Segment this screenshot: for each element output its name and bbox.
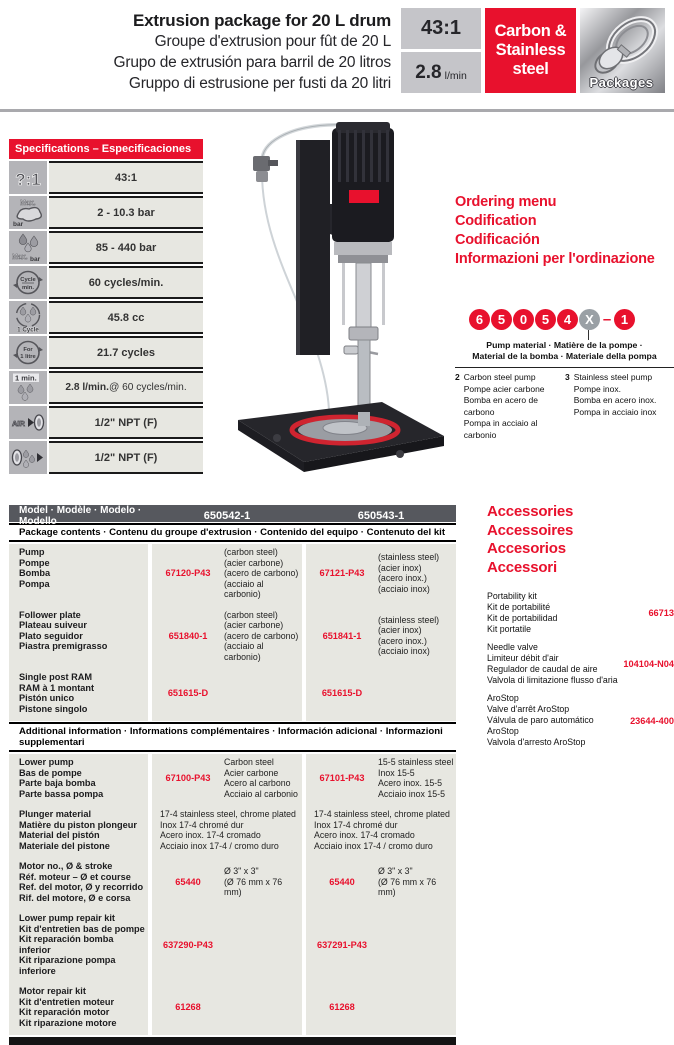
part-number: 61268 — [329, 1002, 355, 1012]
table-row-plunger-material: Plunger material Matière du piston plongeur Material del pistón Materiale del pistone 17-4 stainless steel, chrome plated Inox 17-4 chromé dur Acero inox. 17-4 cromado Acciaio inox 17-4 / cromo duro 17-4 stainless steel, chrome plated Inox 17-4 chromé dur Acero inox. 17-4 cromado Acciaio inox 17-4 / cromo duro — [9, 806, 456, 858]
model-table-header — [9, 505, 456, 527]
flow-badge — [401, 52, 481, 93]
accessories-heading-en: Accessories — [487, 503, 574, 520]
flow-badge-unit: l/min — [444, 69, 467, 82]
accessories-heading-es: Accesorios — [487, 540, 566, 557]
spec-row-flow — [9, 371, 203, 404]
svg-text:min.: min. — [22, 285, 34, 291]
spec-value-bold: 2.8 l/min. — [65, 382, 109, 393]
order-code-variable: X — [579, 309, 600, 330]
svg-text:Max.: Max. — [20, 200, 36, 207]
svg-text:Max.: Max. — [12, 254, 28, 261]
page-title-es: Grupo de extrusión para barril de 20 litros — [113, 54, 391, 71]
additional-information-header: Additional information · Informations complémentaires · Información adicional · Informazioni supplementari — [9, 722, 456, 752]
spec-row-ratio — [9, 161, 203, 194]
ordering-divider — [455, 367, 674, 368]
option-code: 3 — [565, 372, 570, 382]
table-row-motor: Motor no., Ø & stroke Réf. moteur – Ø et course Ref. del motor, Ø y recorrido Rif. del motore, Ø e corsa 65440 Ø 3" x 3" (Ø 76 mm x 76 mm) 65440 Ø 3" x 3" (Ø 76 mm x 76 mm) — [9, 858, 456, 910]
page-title-block — [0, 10, 391, 94]
table-row-motor-repair-kit: Motor repair kit Kit d'entretien moteur Kit reparación motor Kit riparazione motore 61268 61268 — [9, 983, 456, 1035]
part-number: 67100-P43 — [165, 773, 211, 783]
material-badge — [485, 8, 576, 93]
part-number: 637291-P43 — [316, 939, 368, 950]
table-footer-bar — [9, 1037, 456, 1045]
cycles-per-litre-icon — [9, 336, 47, 369]
part-number: 65440 — [329, 877, 355, 887]
ordering-heading-en: Ordering menu — [455, 194, 557, 210]
page-title-fr: Groupe d'extrusion pour fût de 20 L — [154, 33, 391, 50]
model-number-2: 650543-1 — [357, 510, 405, 522]
spec-value: 21.7 cycles — [49, 336, 203, 369]
fluid-outlet-icon — [9, 441, 47, 474]
pump-illustration — [232, 112, 450, 472]
part-number: 66713 — [648, 608, 674, 618]
option-carbon-steel: 2 Carbon steel pump Pompe acier carbone Bomba en acero de carbono Pompa in acciaio al carbonio — [455, 372, 545, 440]
air-inlet-icon — [9, 406, 47, 439]
cycles-per-minute-icon — [9, 266, 47, 299]
spec-value: 1/2" NPT (F) — [49, 441, 203, 474]
part-number: 637290-P43 — [162, 939, 214, 950]
ratio-icon — [9, 161, 47, 194]
spec-value-rest: @ 60 cycles/min. — [108, 382, 187, 393]
order-code-digit: 5 — [535, 309, 556, 330]
accessories-heading-fr: Accessoires — [487, 521, 574, 539]
package-contents-header: Package contents · Contenu du groupe d'extrusion · Contenido del equipo · Contenuto del kit — [9, 523, 456, 542]
spec-value: 60 cycles/min. — [49, 266, 203, 299]
ordering-menu — [455, 193, 674, 441]
svg-text:bar: bar — [13, 221, 24, 228]
order-code-dash: – — [602, 311, 612, 328]
accessories-section — [487, 503, 674, 755]
part-number: 23644-400 — [630, 715, 674, 726]
accessory-arostop: AroStop Valve d'arrêt AroStop Válvula de paro automático AroStop Valvola d'arresto AroStop 23644-400 — [487, 693, 674, 747]
product-photo — [232, 112, 450, 472]
accessory-needle-valve: Needle valve Limiteur débit d'air Regulador de caudal de aire Valvola di limitazione flusso d'aria 104104-N04 — [487, 642, 674, 685]
svg-text:1 Cycle: 1 Cycle — [17, 326, 39, 334]
order-code-suffix: 1 — [614, 309, 635, 330]
svg-text:Cycle: Cycle — [20, 277, 36, 283]
page-title-it: Gruppo di estrusione per fusti da 20 litri — [128, 75, 391, 92]
specifications-table — [9, 139, 203, 474]
svg-text:For: For — [23, 347, 33, 353]
spec-value: 85 - 440 bar — [49, 231, 203, 264]
packages-badge — [580, 8, 665, 93]
ordering-heading-it: Informazioni per l'ordinazione — [455, 251, 655, 267]
pump-material-label: Pump material · Matière de la pompe · — [486, 340, 643, 350]
svg-text:?:1: ?:1 — [15, 170, 41, 189]
accessory-portability-kit: Portability kit Kit de portabilité Kit de portabilidad Kit portatile 66713 — [487, 591, 674, 634]
part-number: 651841-1 — [322, 630, 362, 641]
spec-value: 2 - 10.3 bar — [49, 196, 203, 229]
order-code-digit: 6 — [469, 309, 490, 330]
ratio-flow-badge — [401, 8, 481, 93]
spec-row-air-pressure — [9, 196, 203, 229]
pump-material-label: Material de la bomba · Materiale della pompa — [472, 351, 657, 361]
spec-value: 43:1 — [49, 161, 203, 194]
part-number: 61268 — [175, 1002, 201, 1012]
table-row-pump: Pump Pompe Bomba Pompa 67120-P43 (carbon steel) (acier carbone) (acero de carbono) (acciaio al carbonio) 67121-P43 (stainless steel) (acier inox) (acero inox.) (acciaio inox) — [9, 544, 456, 607]
material-badge-line: Carbon & — [494, 22, 567, 40]
spec-row-fluid-pressure — [9, 231, 203, 264]
model-number-1: 650542-1 — [203, 510, 251, 522]
part-number: 67120-P43 — [165, 568, 211, 579]
model-table — [9, 505, 456, 1045]
page-title: Extrusion package for 20 L drum — [132, 11, 391, 30]
material-badge-line: steel — [512, 60, 549, 78]
part-number: 65440 — [175, 877, 201, 887]
order-code-digit: 4 — [557, 309, 578, 330]
ordering-heading-es: Codificación — [455, 232, 540, 248]
spec-value: 1/2" NPT (F) — [49, 406, 203, 439]
table-row-lower-pump: Lower pump Bas de pompe Parte baja bomba Parte bassa pompa 67100-P43 Carbon steel Acier carbone Acero al carbono Acciaio al carbonio 67101-P43 15-5 stainless steel Inox 15-5 Acero inox. 15-5 Acciaio inox 15-5 — [9, 754, 456, 806]
part-number: 67101-P43 — [319, 773, 365, 783]
part-number: 651840-1 — [168, 630, 208, 641]
spec-row-air-inlet — [9, 406, 203, 439]
svg-text:1 litre: 1 litre — [20, 354, 36, 360]
spec-row-volume-per-cycle — [9, 301, 203, 334]
spec-row-cycles-per-minute — [9, 266, 203, 299]
svg-text:1 min.: 1 min. — [15, 373, 37, 383]
ratio-badge-value: 43:1 — [401, 8, 481, 49]
packages-badge-label: Packages — [589, 75, 654, 90]
fluid-pressure-max-icon — [9, 231, 47, 264]
option-stainless-steel: 3 Stainless steel pump Pompe inox. Bomba en acero inox. Pompa in acciaio inox — [565, 372, 656, 441]
part-number: 651615-D — [167, 688, 209, 698]
option-code: 2 — [455, 372, 460, 382]
model-header-label: Model · Modèle · Modelo · Modello — [19, 505, 142, 527]
specifications-header: Specifications – Especificaciones — [9, 139, 203, 159]
spec-row-cycles-per-litre — [9, 336, 203, 369]
table-row-single-post-ram: Single post RAM RAM à 1 montant Pistón unico Pistone singolo 651615-D 651615-D — [9, 669, 456, 721]
order-code-digit: 5 — [491, 309, 512, 330]
svg-text:AIR: AIR — [12, 419, 25, 428]
material-badge-line: Stainless — [495, 41, 566, 59]
flow-badge-value: 2.8 — [415, 61, 442, 83]
part-number: 104104-N04 — [623, 659, 674, 669]
accessories-heading-it: Accessori — [487, 558, 557, 576]
volume-per-cycle-icon — [9, 301, 47, 334]
svg-text:bar: bar — [30, 256, 41, 263]
table-row-lower-pump-repair-kit: Lower pump repair kit Kit d'entretien bas de pompe Kit reparación bomba inferior Kit riparazione pompa inferiore 637290-P43 637291-P43 — [9, 910, 456, 983]
code-connector-line — [588, 330, 590, 340]
spec-value: 45.8 cc — [49, 301, 203, 334]
part-number: 67121-P43 — [319, 568, 365, 579]
pump-material-options — [455, 372, 674, 441]
order-code-digit: 0 — [513, 309, 534, 330]
spec-row-fluid-outlet — [9, 441, 203, 474]
spec-value — [49, 371, 203, 404]
order-code — [469, 309, 674, 330]
table-row-follower-plate: Follower plate Plateau suiveur Plato seguidor Piastra premigrasso 651840-1 (carbon steel) (acier carbone) (acero de carbono) (acciaio al carbonio) 651841-1 (stainless steel) (acier inox) (acero inox.) (acciaio inox) — [9, 607, 456, 670]
ordering-heading-fr: Codification — [455, 213, 537, 229]
flow-per-minute-icon — [9, 371, 47, 404]
air-pressure-max-icon — [9, 196, 47, 229]
part-number: 651615-D — [321, 688, 363, 698]
